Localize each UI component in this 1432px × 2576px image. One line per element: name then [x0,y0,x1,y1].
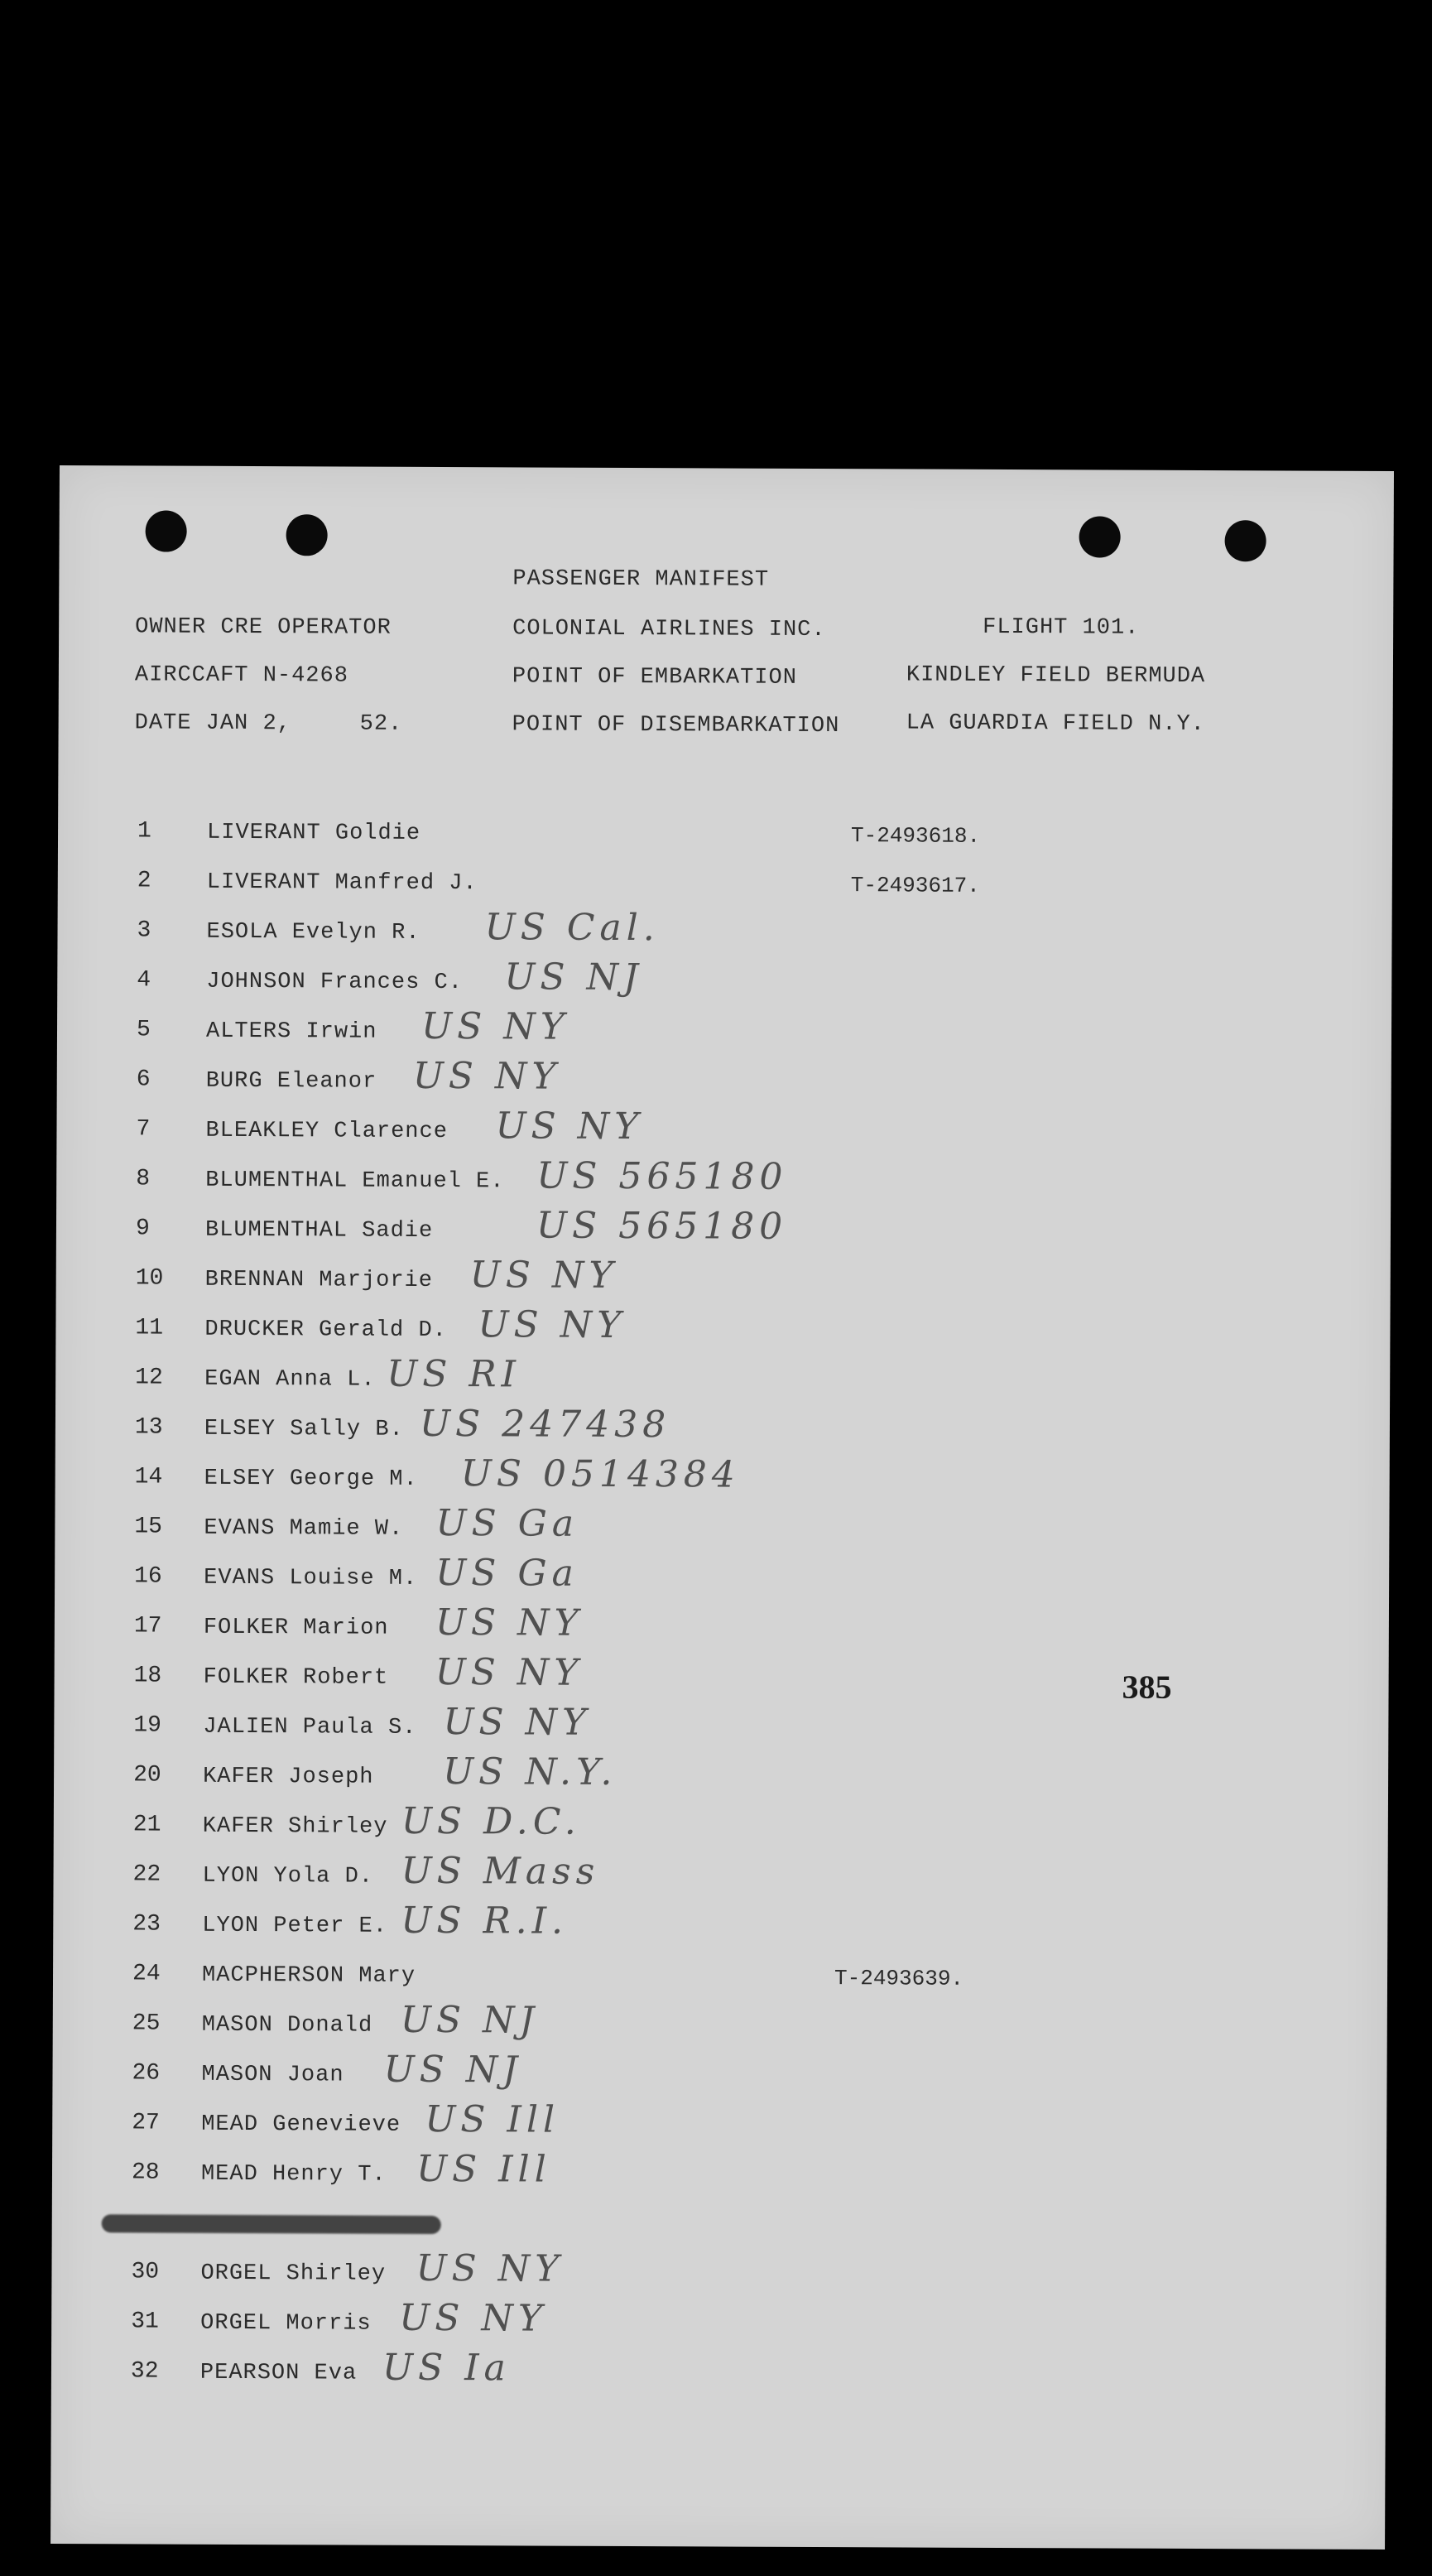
handwritten-note: US NY [416,2246,565,2290]
handwritten-note: US RI [387,1352,521,1396]
aircraft-label: AIRCCAFT N-4268 [134,662,349,689]
passenger-name: MEAD Genevieve [201,2111,401,2138]
passenger-name: ESOLA Evelyn R. [206,919,420,946]
manifest-page [50,465,1394,2550]
row-number: 19 [133,1712,162,1739]
date-label: DATE JAN 2, [134,710,291,737]
row-number: 18 [133,1663,162,1689]
passenger-name: LIVERANT Goldie [206,820,421,846]
row-number: 15 [134,1514,163,1540]
passenger-name: LIVERANT Manfred J. [206,869,478,897]
handwritten-note: US NY [412,1054,561,1098]
handwritten-note: US NY [420,1004,569,1048]
ticket-number: T-2493618. [850,823,981,849]
row-number: 5 [136,1017,151,1043]
row-number: 4 [137,967,151,994]
row-number: 13 [134,1414,163,1441]
ticket-number: T-2493617. [850,873,980,898]
passenger-name: EVANS Mamie W. [204,1515,404,1542]
passenger-name: ELSEY George M. [204,1466,418,1492]
handwritten-note: US 565180 [536,1204,788,1248]
row-number: 31 [131,2309,159,2335]
handwritten-note: US 247438 [419,1402,671,1447]
passenger-name: ALTERS Irwin [205,1018,377,1045]
handwritten-note: US 0514384 [460,1452,740,1496]
row-number: 24 [132,1961,161,1987]
disembark-label: POINT OF DISEMBARKATION [512,712,840,739]
row-number: 20 [133,1762,161,1789]
row-number: 17 [133,1613,162,1639]
redacted-row-29 [102,2214,441,2234]
handwritten-note: US NY [435,1650,584,1694]
row-number: 12 [135,1365,163,1391]
passenger-name: MACPHERSON Mary [201,1962,416,1989]
passenger-name: DRUCKER Gerald D. [204,1317,447,1344]
passenger-name: ELSEY Sally B. [204,1416,404,1442]
passenger-name: BURG Eleanor [205,1068,377,1095]
row-number: 26 [132,2060,161,2087]
passenger-name: BLEAKLEY Clarence [205,1118,449,1145]
embark-value: KINDLEY FIELD BERMUDA [906,662,1206,690]
passenger-name: BRENNAN Marjorie [204,1267,434,1293]
disembark-value: LA GUARDIA FIELD N.Y. [906,710,1205,738]
passenger-name: ORGEL Morris [200,2310,372,2337]
handwritten-note: US NY [443,1701,592,1744]
passenger-name: JOHNSON Frances C. [206,969,463,996]
handwritten-note: US NY [399,2296,548,2340]
airline-name: COLONIAL AIRLINES INC. [512,616,826,643]
punch-hole-3 [1079,516,1121,557]
manifest-title: PASSENGER MANIFEST [512,566,770,593]
row-number: 23 [132,1911,161,1938]
punch-hole-1 [146,510,187,551]
handwritten-note: US R.I. [401,1899,569,1943]
handwritten-note: US Cal. [484,906,660,950]
row-number: 14 [134,1464,163,1490]
handwritten-note: US NJ [400,1998,540,2042]
row-number: 22 [132,1861,161,1888]
passenger-name: EGAN Anna L. [204,1366,376,1393]
passenger-name: KAFER Shirley [202,1813,388,1840]
handwritten-note: US Ga [435,1551,579,1595]
handwritten-note: US NY [495,1105,644,1148]
passenger-name: LYON Peter E. [202,1913,388,1939]
row-number: 10 [135,1265,164,1292]
handwritten-note: US 565180 [536,1154,788,1198]
ticket-number: T-2493639. [834,1966,964,1991]
passenger-name: BLUMENTHAL Sadie [204,1217,434,1244]
row-number: 2 [137,868,151,894]
passenger-name: MEAD Henry T. [200,2161,387,2188]
handwritten-note: US N.Y. [443,1750,617,1794]
passenger-name: PEARSON Eva [199,2360,358,2386]
row-number: 16 [134,1563,162,1590]
row-number: 28 [131,2160,160,2186]
row-number: 8 [136,1166,151,1192]
handwritten-note: US NY [435,1601,584,1644]
row-number: 30 [131,2259,160,2285]
passenger-name: KAFER Joseph [203,1764,374,1790]
row-number: 7 [136,1116,151,1143]
date-year: 52. [359,711,403,737]
passenger-name: ORGEL Shirley [200,2261,387,2287]
row-number: 3 [137,917,151,944]
handwritten-note: US NY [469,1254,618,1297]
page-number: 385 [1122,1668,1172,1706]
passenger-name: LYON Yola D. [202,1863,374,1890]
handwritten-note: US Ia [382,2346,511,2390]
row-number: 1 [137,818,151,845]
row-number: 27 [132,2110,160,2136]
handwritten-note: US Ill [416,2147,551,2191]
owner-label: OWNER CRE OPERATOR [135,614,392,641]
handwritten-note: US NY [478,1303,627,1346]
handwritten-note: US D.C. [401,1799,581,1843]
handwritten-note: US Ga [435,1501,579,1545]
row-number: 32 [130,2358,159,2385]
passenger-name: BLUMENTHAL Emanuel E. [205,1168,505,1195]
passenger-name: FOLKER Robert [203,1664,389,1691]
row-number: 25 [132,2010,161,2037]
handwritten-note: US Mass [401,1849,600,1893]
handwritten-note: US NJ [504,956,643,999]
punch-hole-4 [1225,520,1266,561]
flight-number: FLIGHT 101. [983,614,1140,641]
handwritten-note: US NJ [383,2048,523,2092]
embark-label: POINT OF EMBARKATION [512,664,798,691]
row-number: 21 [132,1812,161,1838]
row-number: 9 [135,1216,150,1242]
passenger-name: JALIEN Paula S. [203,1714,417,1741]
handwritten-note: US Ill [425,2097,560,2141]
punch-hole-2 [286,514,328,556]
passenger-name: EVANS Louise M. [204,1565,418,1591]
passenger-name: FOLKER Marion [203,1615,389,1641]
row-number: 11 [135,1315,164,1341]
passenger-name: MASON Joan [201,2062,344,2088]
row-number: 6 [136,1067,151,1093]
passenger-name: MASON Donald [201,2012,373,2039]
